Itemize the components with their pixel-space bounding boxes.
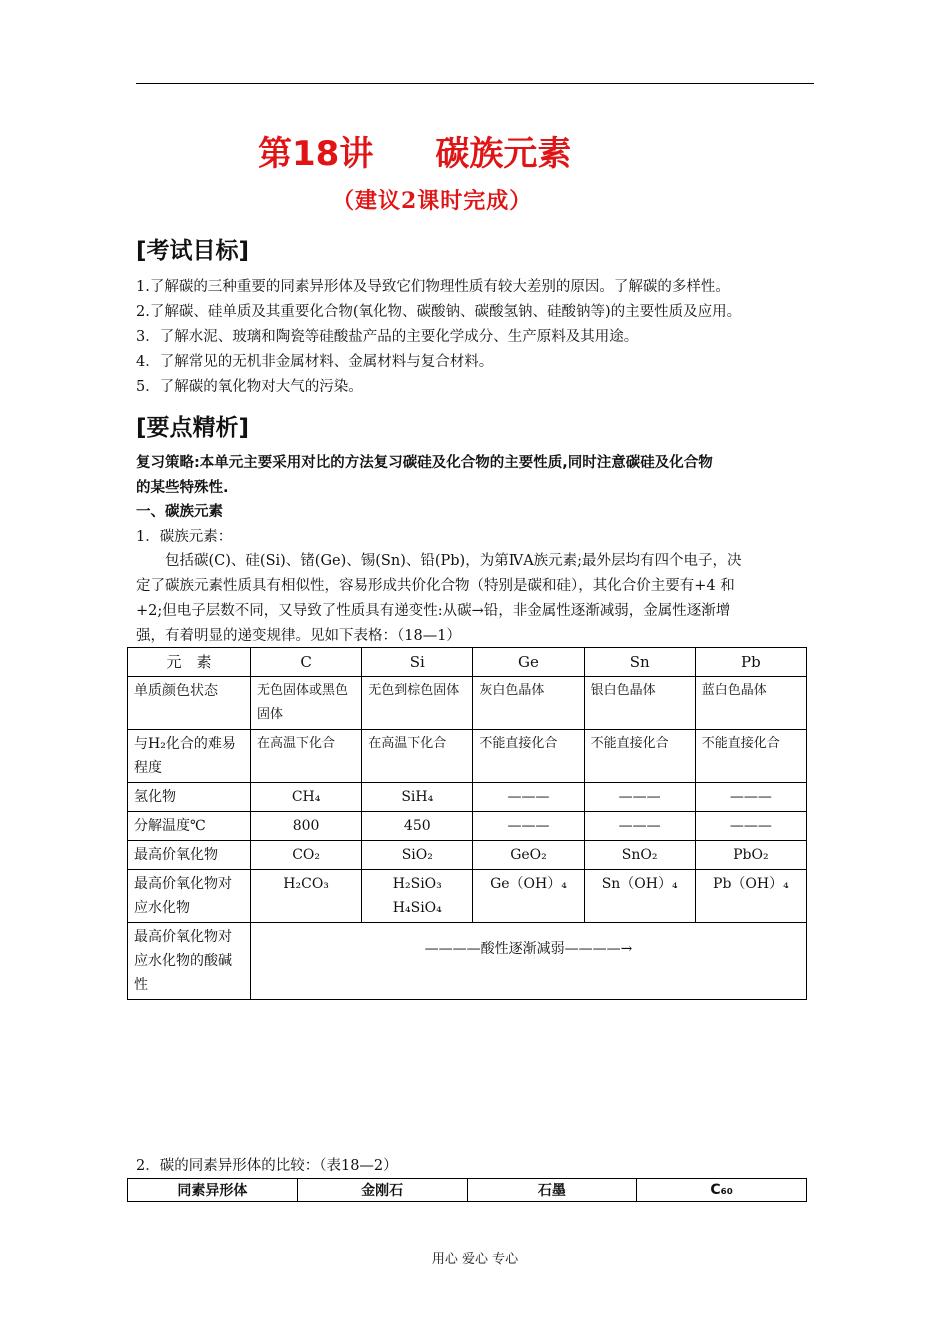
strategy-line: 复习策略:本单元主要采用对比的方法复习碳硅及化合物的主要性质,同时注意碳硅及化合物: [136, 455, 713, 471]
paragraph-line: 包括碳(C)、硅(Si)、锗(Ge)、锡(Sn)、铅(Pb)，为第ⅣA族元素;最外层均有四个电子，决: [136, 553, 742, 569]
table-row: [128, 923, 807, 1000]
table-cell: ———: [695, 783, 806, 812]
table-cell: CO₂: [251, 841, 362, 870]
table-cell: 不能直接化合: [695, 730, 806, 783]
goal-item: 2.了解碳、硅单质及其重要化合物(氧化物、碳酸钠、碳酸氢钠、硅酸钠等)的主要性质及应用。: [136, 304, 742, 320]
page-footer: 用心 爱心 专心: [431, 1252, 519, 1267]
table-cell: Sn（OH）₄: [584, 870, 695, 923]
table-cell: 在高温下化合: [251, 730, 362, 783]
carbon-group-table: [127, 647, 807, 1000]
table-header-cell: Pb: [695, 648, 806, 677]
row-label: 分解温度℃: [128, 812, 251, 841]
subsection-item: 1．碳族元素：: [136, 529, 233, 545]
table-cell: Ge（OH）₄: [473, 870, 584, 923]
table-row: [128, 812, 807, 841]
table-cell: H₂SiO₃ H₄SiO₄: [362, 870, 473, 923]
row-label: 单质颜色状态: [128, 677, 251, 730]
row-label: 与H₂化合的难易程度: [128, 730, 251, 783]
table-cell: 蓝白色晶体: [695, 677, 806, 730]
table-cell: 灰白色晶体: [473, 677, 584, 730]
table-header-row: [128, 648, 807, 677]
page-title: [258, 126, 571, 175]
table-cell: 800: [251, 812, 362, 841]
table-cell: ———: [695, 812, 806, 841]
paragraph-line: +2;但电子层数不同，又导致了性质具有递变性:从碳→铅，非金属性逐渐减弱，金属性逐渐增: [136, 603, 731, 619]
page-subtitle: （建议2课时完成）: [332, 188, 533, 214]
row-label: 最高价氧化物对应水化物: [128, 870, 251, 923]
table-cell: 不能直接化合: [473, 730, 584, 783]
allotrope-table: [127, 1178, 807, 1202]
table-header-row: [128, 1179, 807, 1202]
table-row: [128, 870, 807, 923]
table-cell: 不能直接化合: [584, 730, 695, 783]
table-cell: ———: [473, 783, 584, 812]
allotrope-heading: 2．碳的同素异形体的比较：（表18—2）: [136, 1158, 398, 1174]
table-cell: 无色固体或黑色固体: [251, 677, 362, 730]
goal-item: 1.了解碳的三种重要的同素异形体及导致它们物理性质有较大差别的原因。了解碳的多样性。: [136, 279, 730, 295]
points-heading: [要点精析]: [136, 415, 250, 441]
lecture-topic: 碳族元素: [435, 134, 572, 174]
table-row: [128, 677, 807, 730]
table-header-cell: Ge: [473, 648, 584, 677]
paragraph-line: 定了碳族元素性质具有相似性，容易形成共价化合物（特别是碳和硅），其化合价主要有+4 和: [136, 578, 735, 594]
table-cell: ———: [473, 812, 584, 841]
goal-item: 5．了解碳的氧化物对大气的污染。: [136, 379, 363, 395]
lecture-number: 第18讲: [258, 134, 374, 174]
table-row: [128, 841, 807, 870]
strategy-line: 的某些特殊性.: [136, 480, 229, 496]
table-cell: ———: [584, 812, 695, 841]
table-cell: PbO₂: [695, 841, 806, 870]
goal-item: 3．了解水泥、玻璃和陶瓷等硅酸盐产品的主要化学成分、生产原料及其用途。: [136, 329, 639, 345]
table-cell: ———: [584, 783, 695, 812]
table-cell: SiH₄: [362, 783, 473, 812]
table-cell: GeO₂: [473, 841, 584, 870]
table-header-cell: 金刚石: [297, 1179, 467, 1202]
table-cell: 无色到棕色固体: [362, 677, 473, 730]
table-cell: Pb（OH）₄: [695, 870, 806, 923]
subsection-heading: 一、碳族元素: [136, 504, 223, 520]
table-cell: H₂CO₃: [251, 870, 362, 923]
acidity-trend-cell: ————酸性逐渐减弱————→: [251, 923, 807, 1000]
row-label: 氢化物: [128, 783, 251, 812]
table-cell: SnO₂: [584, 841, 695, 870]
goal-item: 4．了解常见的无机非金属材料、金属材料与复合材料。: [136, 354, 494, 370]
table-header-cell: 石墨: [467, 1179, 637, 1202]
table-cell: 450: [362, 812, 473, 841]
table-cell: SiO₂: [362, 841, 473, 870]
table-header-cell: Sn: [584, 648, 695, 677]
table-header-cell: Si: [362, 648, 473, 677]
table-cell: 在高温下化合: [362, 730, 473, 783]
table-header-cell: 元 素: [128, 648, 251, 677]
row-label: 最高价氧化物对应水化物的酸碱性: [128, 923, 251, 1000]
table-cell: CH₄: [251, 783, 362, 812]
goals-heading: [考试目标]: [136, 238, 250, 264]
row-label: 最高价氧化物: [128, 841, 251, 870]
table-header-cell: 同素异形体: [128, 1179, 298, 1202]
paragraph-line: 强，有着明显的递变规律。见如下表格：（18—1）: [136, 628, 461, 644]
header-rule: [136, 83, 814, 84]
table-header-cell: C: [251, 648, 362, 677]
table-row: [128, 783, 807, 812]
table-row: [128, 730, 807, 783]
table-cell: 银白色晶体: [584, 677, 695, 730]
table-header-cell: C₆₀: [637, 1179, 807, 1202]
